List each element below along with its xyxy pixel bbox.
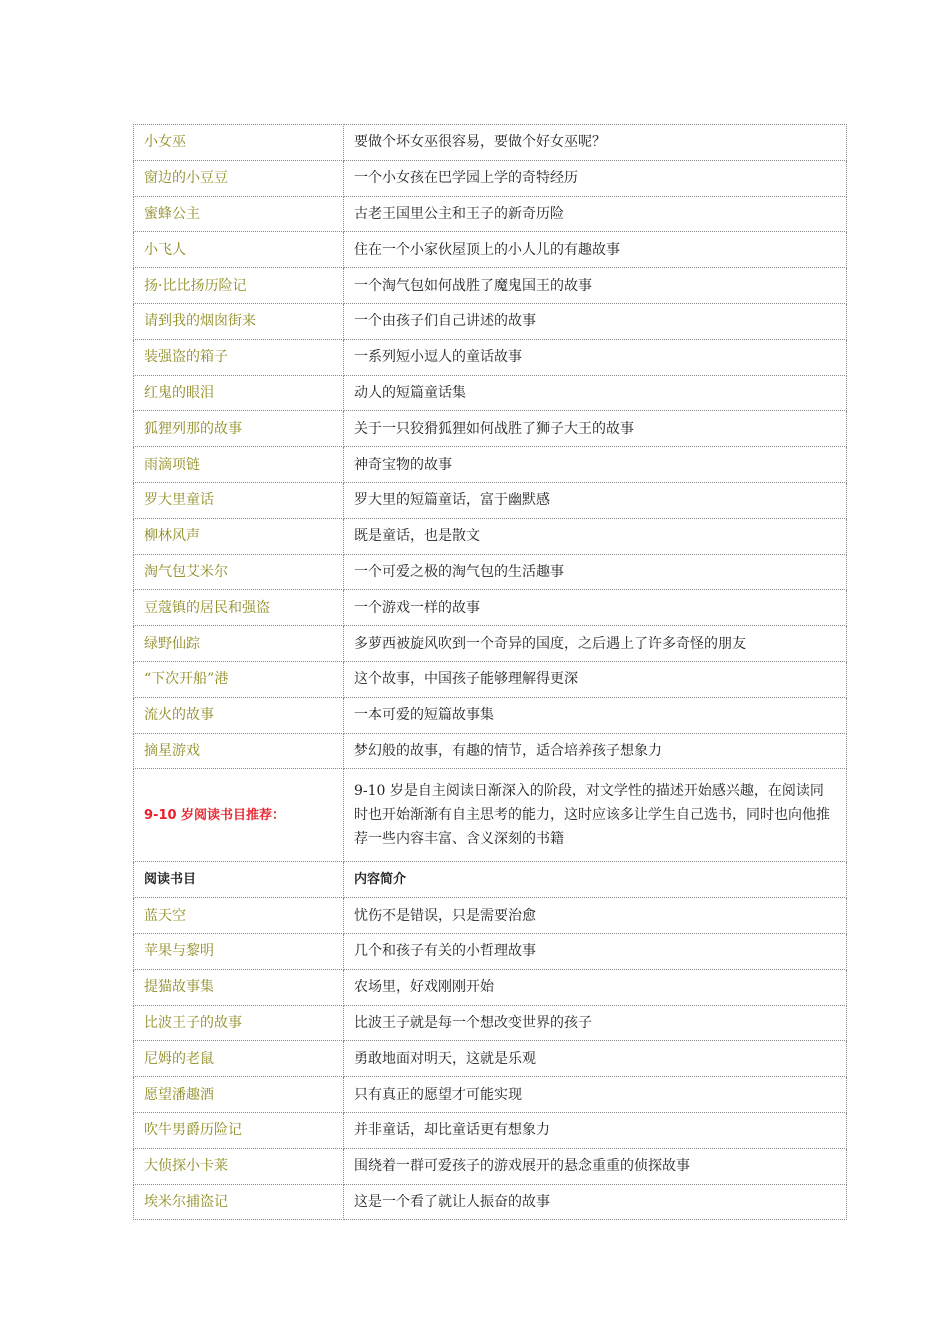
book-title: 小女巫 xyxy=(144,134,186,151)
book-title: 比波王子的故事 xyxy=(144,1014,242,1031)
book-title: 罗大里童话 xyxy=(144,492,214,509)
book-title-cell xyxy=(134,447,344,483)
book-title: 红鬼的眼泪 xyxy=(144,384,214,401)
book-title: 淘气包艾米尔 xyxy=(144,563,228,580)
table-row xyxy=(134,1005,847,1041)
table-row xyxy=(134,590,847,626)
book-title: 埃米尔捕盗记 xyxy=(144,1193,228,1210)
table-row xyxy=(134,969,847,1005)
book-summary: 忧伤不是错误，只是需要治愈 xyxy=(344,898,847,934)
book-title-cell xyxy=(134,125,344,161)
header-summary: 内容简介 xyxy=(344,862,847,898)
book-summary: 几个和孩子有关的小哲理故事 xyxy=(344,933,847,969)
book-title-cell xyxy=(134,590,344,626)
table-row xyxy=(134,232,847,268)
book-title-cell xyxy=(134,1184,344,1220)
reading-list-part2 xyxy=(134,898,847,1220)
book-title: 大侦探小卡莱 xyxy=(144,1158,228,1175)
table-row xyxy=(134,339,847,375)
book-title: 请到我的烟囱街来 xyxy=(144,313,256,330)
table-row xyxy=(134,1112,847,1148)
book-title-cell xyxy=(134,268,344,304)
book-title-cell xyxy=(134,232,344,268)
table-row xyxy=(134,411,847,447)
table-row xyxy=(134,898,847,934)
book-title-cell xyxy=(134,518,344,554)
table-row xyxy=(134,661,847,697)
book-title-cell xyxy=(134,1077,344,1113)
book-summary: 围绕着一群可爱孩子的游戏展开的悬念重重的侦探故事 xyxy=(344,1148,847,1184)
section-intro-row xyxy=(134,769,847,862)
book-summary: 一个淘气包如何战胜了魔鬼国王的故事 xyxy=(344,268,847,304)
table-row xyxy=(134,626,847,662)
book-summary: 梦幻般的故事，有趣的情节，适合培养孩子想象力 xyxy=(344,733,847,769)
table-row xyxy=(134,125,847,161)
book-title: 扬·比比扬历险记 xyxy=(144,277,247,294)
book-summary: 罗大里的短篇童话，富于幽默感 xyxy=(344,482,847,518)
book-title-cell xyxy=(134,1148,344,1184)
book-title-cell xyxy=(134,1041,344,1077)
book-title: 摘星游戏 xyxy=(144,742,200,759)
book-summary: 农场里，好戏刚刚开始 xyxy=(344,969,847,1005)
table-row xyxy=(134,196,847,232)
header-book-title: 阅读书目 xyxy=(134,862,344,898)
book-title-cell xyxy=(134,196,344,232)
book-title-cell xyxy=(134,697,344,733)
table-row xyxy=(134,160,847,196)
book-summary: 一个可爱之极的淘气包的生活趣事 xyxy=(344,554,847,590)
book-title-cell xyxy=(134,898,344,934)
reading-list-part1 xyxy=(134,125,847,769)
book-title: 狐狸列那的故事 xyxy=(144,420,242,437)
table-row xyxy=(134,933,847,969)
book-summary: 这个故事，中国孩子能够理解得更深 xyxy=(344,661,847,697)
book-title: 苹果与黎明 xyxy=(144,943,214,960)
book-summary: 一个游戏一样的故事 xyxy=(344,590,847,626)
book-title-cell xyxy=(134,339,344,375)
book-title: 豆蔻镇的居民和强盗 xyxy=(144,599,270,616)
book-title-cell xyxy=(134,482,344,518)
book-title: “下次开船”港 xyxy=(144,671,229,688)
table-row xyxy=(134,518,847,554)
book-title: 愿望潘趣酒 xyxy=(144,1086,214,1103)
table-row xyxy=(134,1041,847,1077)
reading-list-table xyxy=(133,124,847,1220)
book-title: 蜜蜂公主 xyxy=(144,205,200,222)
book-title-cell xyxy=(134,661,344,697)
section-heading-cell xyxy=(134,769,344,862)
book-summary: 一系列短小逗人的童话故事 xyxy=(344,339,847,375)
book-summary: 既是童话，也是散文 xyxy=(344,518,847,554)
table-row xyxy=(134,733,847,769)
book-title-cell xyxy=(134,554,344,590)
table-row xyxy=(134,1077,847,1113)
book-summary: 一本可爱的短篇故事集 xyxy=(344,697,847,733)
book-title: 窗边的小豆豆 xyxy=(144,170,228,187)
table-row xyxy=(134,268,847,304)
book-summary: 要做个坏女巫很容易，要做个好女巫呢？ xyxy=(344,125,847,161)
table-row xyxy=(134,375,847,411)
section-9-10 xyxy=(134,769,847,898)
section-description: 9-10 岁是自主阅读日渐深入的阶段，对文学性的描述开始感兴趣，在阅读同时也开始渐渐有自主思考的能力，这时应该多让学生自己选书，同时也向他推荐一些内容丰富、含义深刻的书籍 xyxy=(344,769,847,862)
book-title: 绿野仙踪 xyxy=(144,635,200,652)
book-summary: 一个小女孩在巴学园上学的奇特经历 xyxy=(344,160,847,196)
table-row xyxy=(134,482,847,518)
book-summary: 动人的短篇童话集 xyxy=(344,375,847,411)
book-title: 流火的故事 xyxy=(144,707,214,724)
section-heading: 9-10 岁阅读书目推荐： xyxy=(144,807,286,823)
book-title: 蓝天空 xyxy=(144,907,186,924)
table-row xyxy=(134,447,847,483)
book-title: 雨滴项链 xyxy=(144,456,200,473)
book-summary: 住在一个小家伙屋顶上的小人儿的有趣故事 xyxy=(344,232,847,268)
book-title-cell xyxy=(134,375,344,411)
book-title: 柳林风声 xyxy=(144,528,200,545)
book-summary: 多萝西被旋风吹到一个奇异的国度，之后遇上了许多奇怪的朋友 xyxy=(344,626,847,662)
book-summary: 这是一个看了就让人振奋的故事 xyxy=(344,1184,847,1220)
book-title-cell xyxy=(134,1112,344,1148)
table-row xyxy=(134,1184,847,1220)
book-title: 提猫故事集 xyxy=(144,979,214,996)
book-summary: 勇敢地面对明天，这就是乐观 xyxy=(344,1041,847,1077)
table-header-row xyxy=(134,862,847,898)
book-title-cell xyxy=(134,626,344,662)
book-title-cell xyxy=(134,933,344,969)
book-summary: 古老王国里公主和王子的新奇历险 xyxy=(344,196,847,232)
table-row xyxy=(134,1148,847,1184)
table-row xyxy=(134,697,847,733)
book-summary: 一个由孩子们自己讲述的故事 xyxy=(344,303,847,339)
book-title-cell xyxy=(134,411,344,447)
book-summary: 神奇宝物的故事 xyxy=(344,447,847,483)
book-summary: 关于一只狡猾狐狸如何战胜了狮子大王的故事 xyxy=(344,411,847,447)
book-title: 尼姆的老鼠 xyxy=(144,1050,214,1067)
book-title-cell xyxy=(134,733,344,769)
book-title-cell xyxy=(134,969,344,1005)
book-title-cell xyxy=(134,303,344,339)
table-row xyxy=(134,554,847,590)
book-title: 吹牛男爵历险记 xyxy=(144,1122,242,1139)
book-title: 小飞人 xyxy=(144,241,186,258)
book-summary: 并非童话，却比童话更有想象力 xyxy=(344,1112,847,1148)
table-row xyxy=(134,303,847,339)
book-title: 装强盗的箱子 xyxy=(144,349,228,366)
book-summary: 比波王子就是每一个想改变世界的孩子 xyxy=(344,1005,847,1041)
book-summary: 只有真正的愿望才可能实现 xyxy=(344,1077,847,1113)
book-title-cell xyxy=(134,1005,344,1041)
book-title-cell xyxy=(134,160,344,196)
